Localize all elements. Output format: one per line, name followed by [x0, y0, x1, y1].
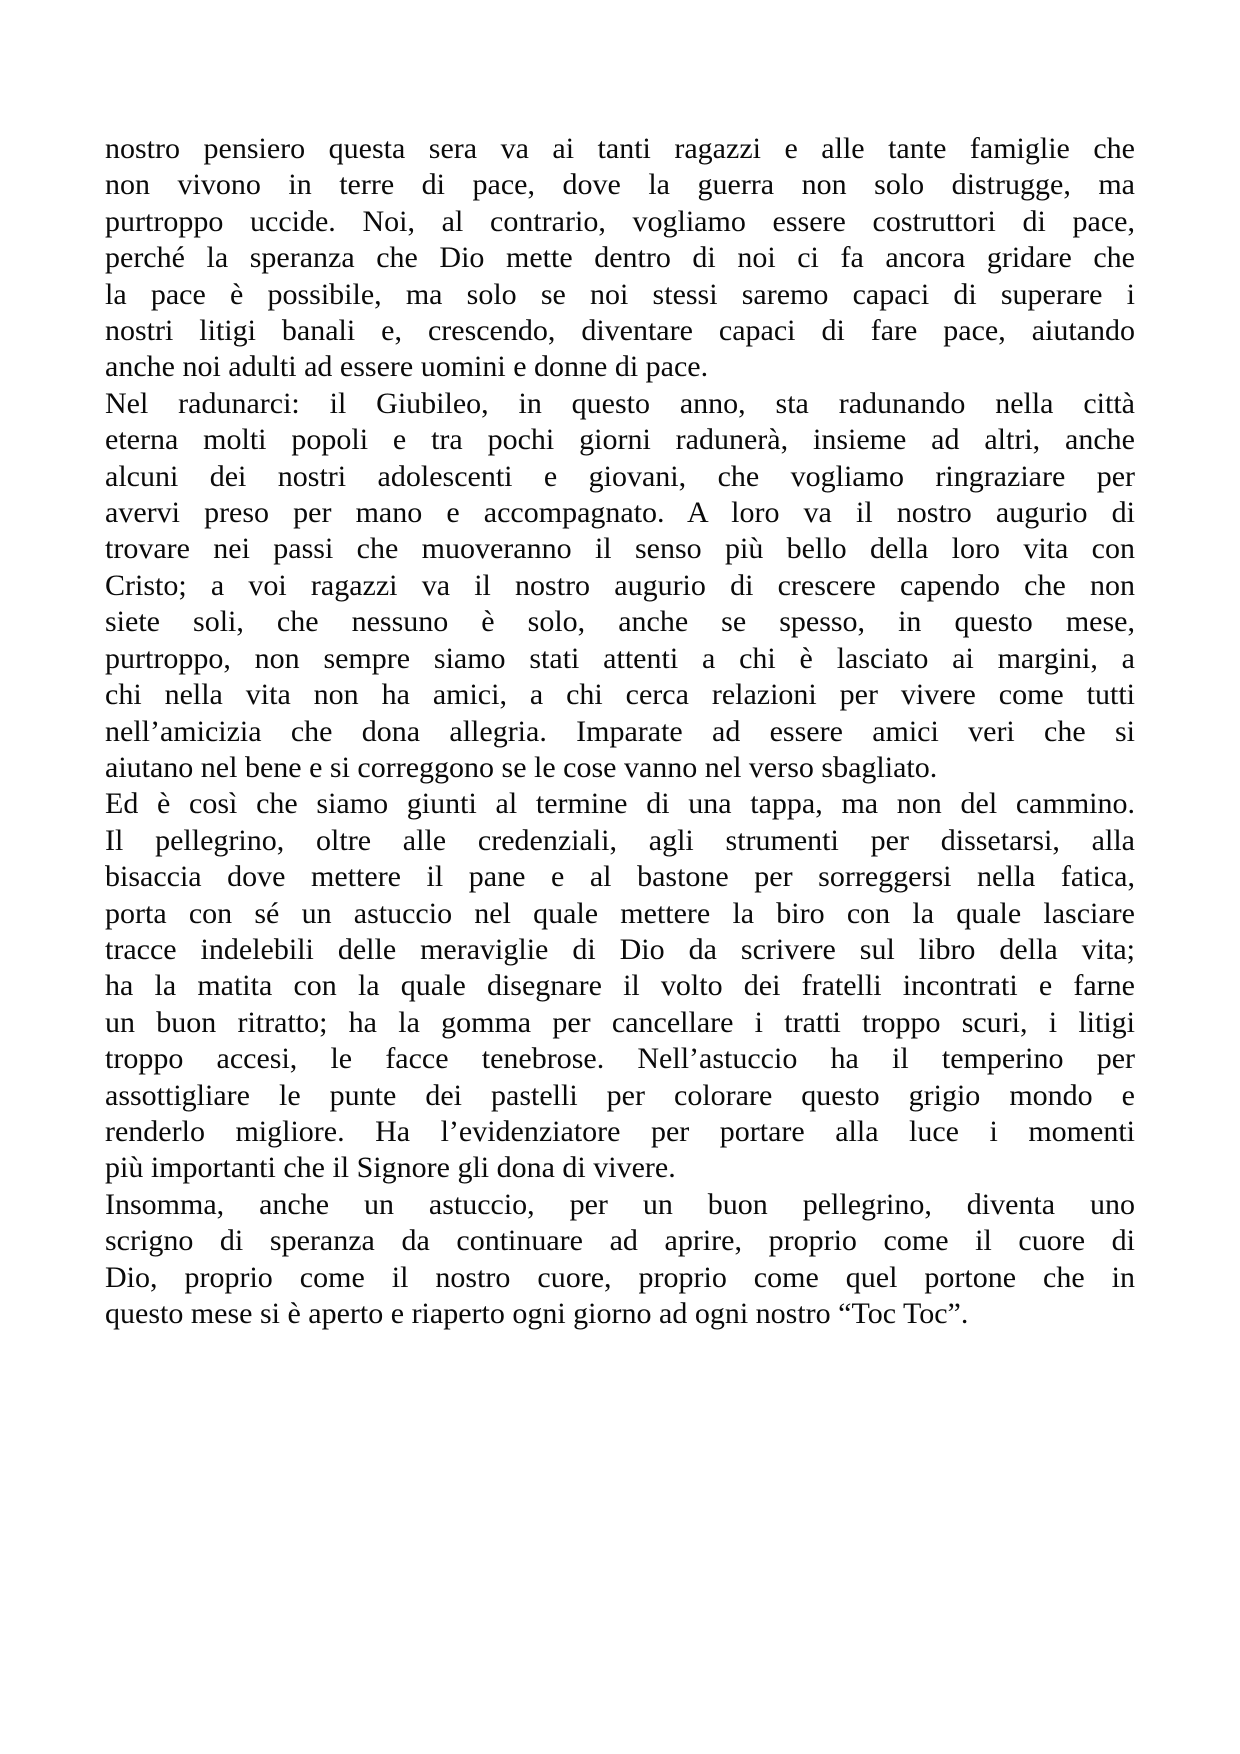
text-line: assottigliare le punte dei pastelli per colorare questo grigio mondo e [105, 1078, 1135, 1112]
text-line: nostro pensiero questa sera va ai tanti ragazzi e alle tante famiglie che [105, 132, 1135, 165]
text-line: aiutano nel bene e si correggono se le cose vanno nel verso sbagliato. [105, 750, 938, 784]
text-line: la pace è possibile, ma solo se noi stessi saremo capaci di superare i [105, 277, 1135, 311]
paragraph-2 [105, 386, 1135, 786]
text-line: chi nella vita non ha amici, a chi cerca relazioni per vivere come tutti [105, 678, 1135, 712]
paragraph-1 [105, 131, 1135, 386]
text-line: Cristo; a voi ragazzi va il nostro augurio di crescere capendo che non [105, 568, 1135, 602]
text-line: più importanti che il Signore gli dona di vivere. [105, 1151, 676, 1185]
text-line: bisaccia dove mettere il pane e al bastone per sorreggersi nella fatica, [105, 860, 1135, 894]
text-line: tracce indelebili delle meraviglie di Dio da scrivere sul libro della vita; [105, 932, 1135, 966]
text-line: renderlo migliore. Ha l’evidenziatore per portare alla luce i momenti [105, 1114, 1135, 1148]
text-line: scrigno di speranza da continuare ad aprire, proprio come il cuore di [105, 1224, 1135, 1258]
text-line: Dio, proprio come il nostro cuore, proprio come quel portone che in [105, 1260, 1135, 1294]
text-line: questo mese si è aperto e riaperto ogni giorno ad ogni nostro “Toc Toc”. [105, 1297, 969, 1330]
text-line: un buon ritratto; ha la gomma per cancellare i tratti troppo scuri, i litigi [105, 1005, 1135, 1039]
text-line: Nel radunarci: il Giubileo, in questo anno, sta radunando nella città [105, 386, 1135, 420]
text-line: non vivono in terre di pace, dove la guerra non solo distrugge, ma [105, 168, 1135, 202]
text-line: anche noi adulti ad essere uomini e donne di pace. [105, 350, 709, 384]
text-line: nostri litigi banali e, crescendo, diventare capaci di fare pace, aiutando [105, 314, 1135, 348]
text-line: Ed è così che siamo giunti al termine di una tappa, ma non del cammino. [105, 787, 1135, 821]
text-line: avervi preso per mano e accompagnato. A loro va il nostro augurio di [105, 496, 1135, 530]
paragraph-4 [105, 1187, 1135, 1333]
text-line: siete soli, che nessuno è solo, anche se spesso, in questo mese, [105, 605, 1135, 639]
text-line: purtroppo, non sempre siamo stati attenti a chi è lasciato ai margini, a [105, 641, 1135, 675]
text-line: porta con sé un astuccio nel quale mettere la biro con la quale lasciare [105, 896, 1135, 930]
text-line: trovare nei passi che muoveranno il senso più bello della loro vita con [105, 532, 1135, 566]
text-line: eterna molti popoli e tra pochi giorni radunerà, insieme ad altri, anche [105, 423, 1135, 457]
paragraph-3 [105, 786, 1135, 1186]
text-line: alcuni dei nostri adolescenti e giovani, che vogliamo ringraziare per [105, 459, 1135, 493]
text-line: purtroppo uccide. Noi, al contrario, vogliamo essere costruttori di pace, [105, 204, 1135, 238]
text-line: troppo accesi, le facce tenebrose. Nell’astuccio ha il temperino per [105, 1042, 1135, 1076]
text-line: Insomma, anche un astuccio, per un buon pellegrino, diventa uno [105, 1187, 1135, 1221]
document-text [105, 131, 1135, 1332]
text-line: Il pellegrino, oltre alle credenziali, agli strumenti per dissetarsi, alla [105, 823, 1135, 857]
text-line: nell’amicizia che dona allegria. Imparate ad essere amici veri che si [105, 714, 1135, 748]
text-line: perché la speranza che Dio mette dentro di noi ci fa ancora gridare che [105, 241, 1135, 275]
text-line: ha la matita con la quale disegnare il volto dei fratelli incontrati e farne [105, 969, 1135, 1003]
